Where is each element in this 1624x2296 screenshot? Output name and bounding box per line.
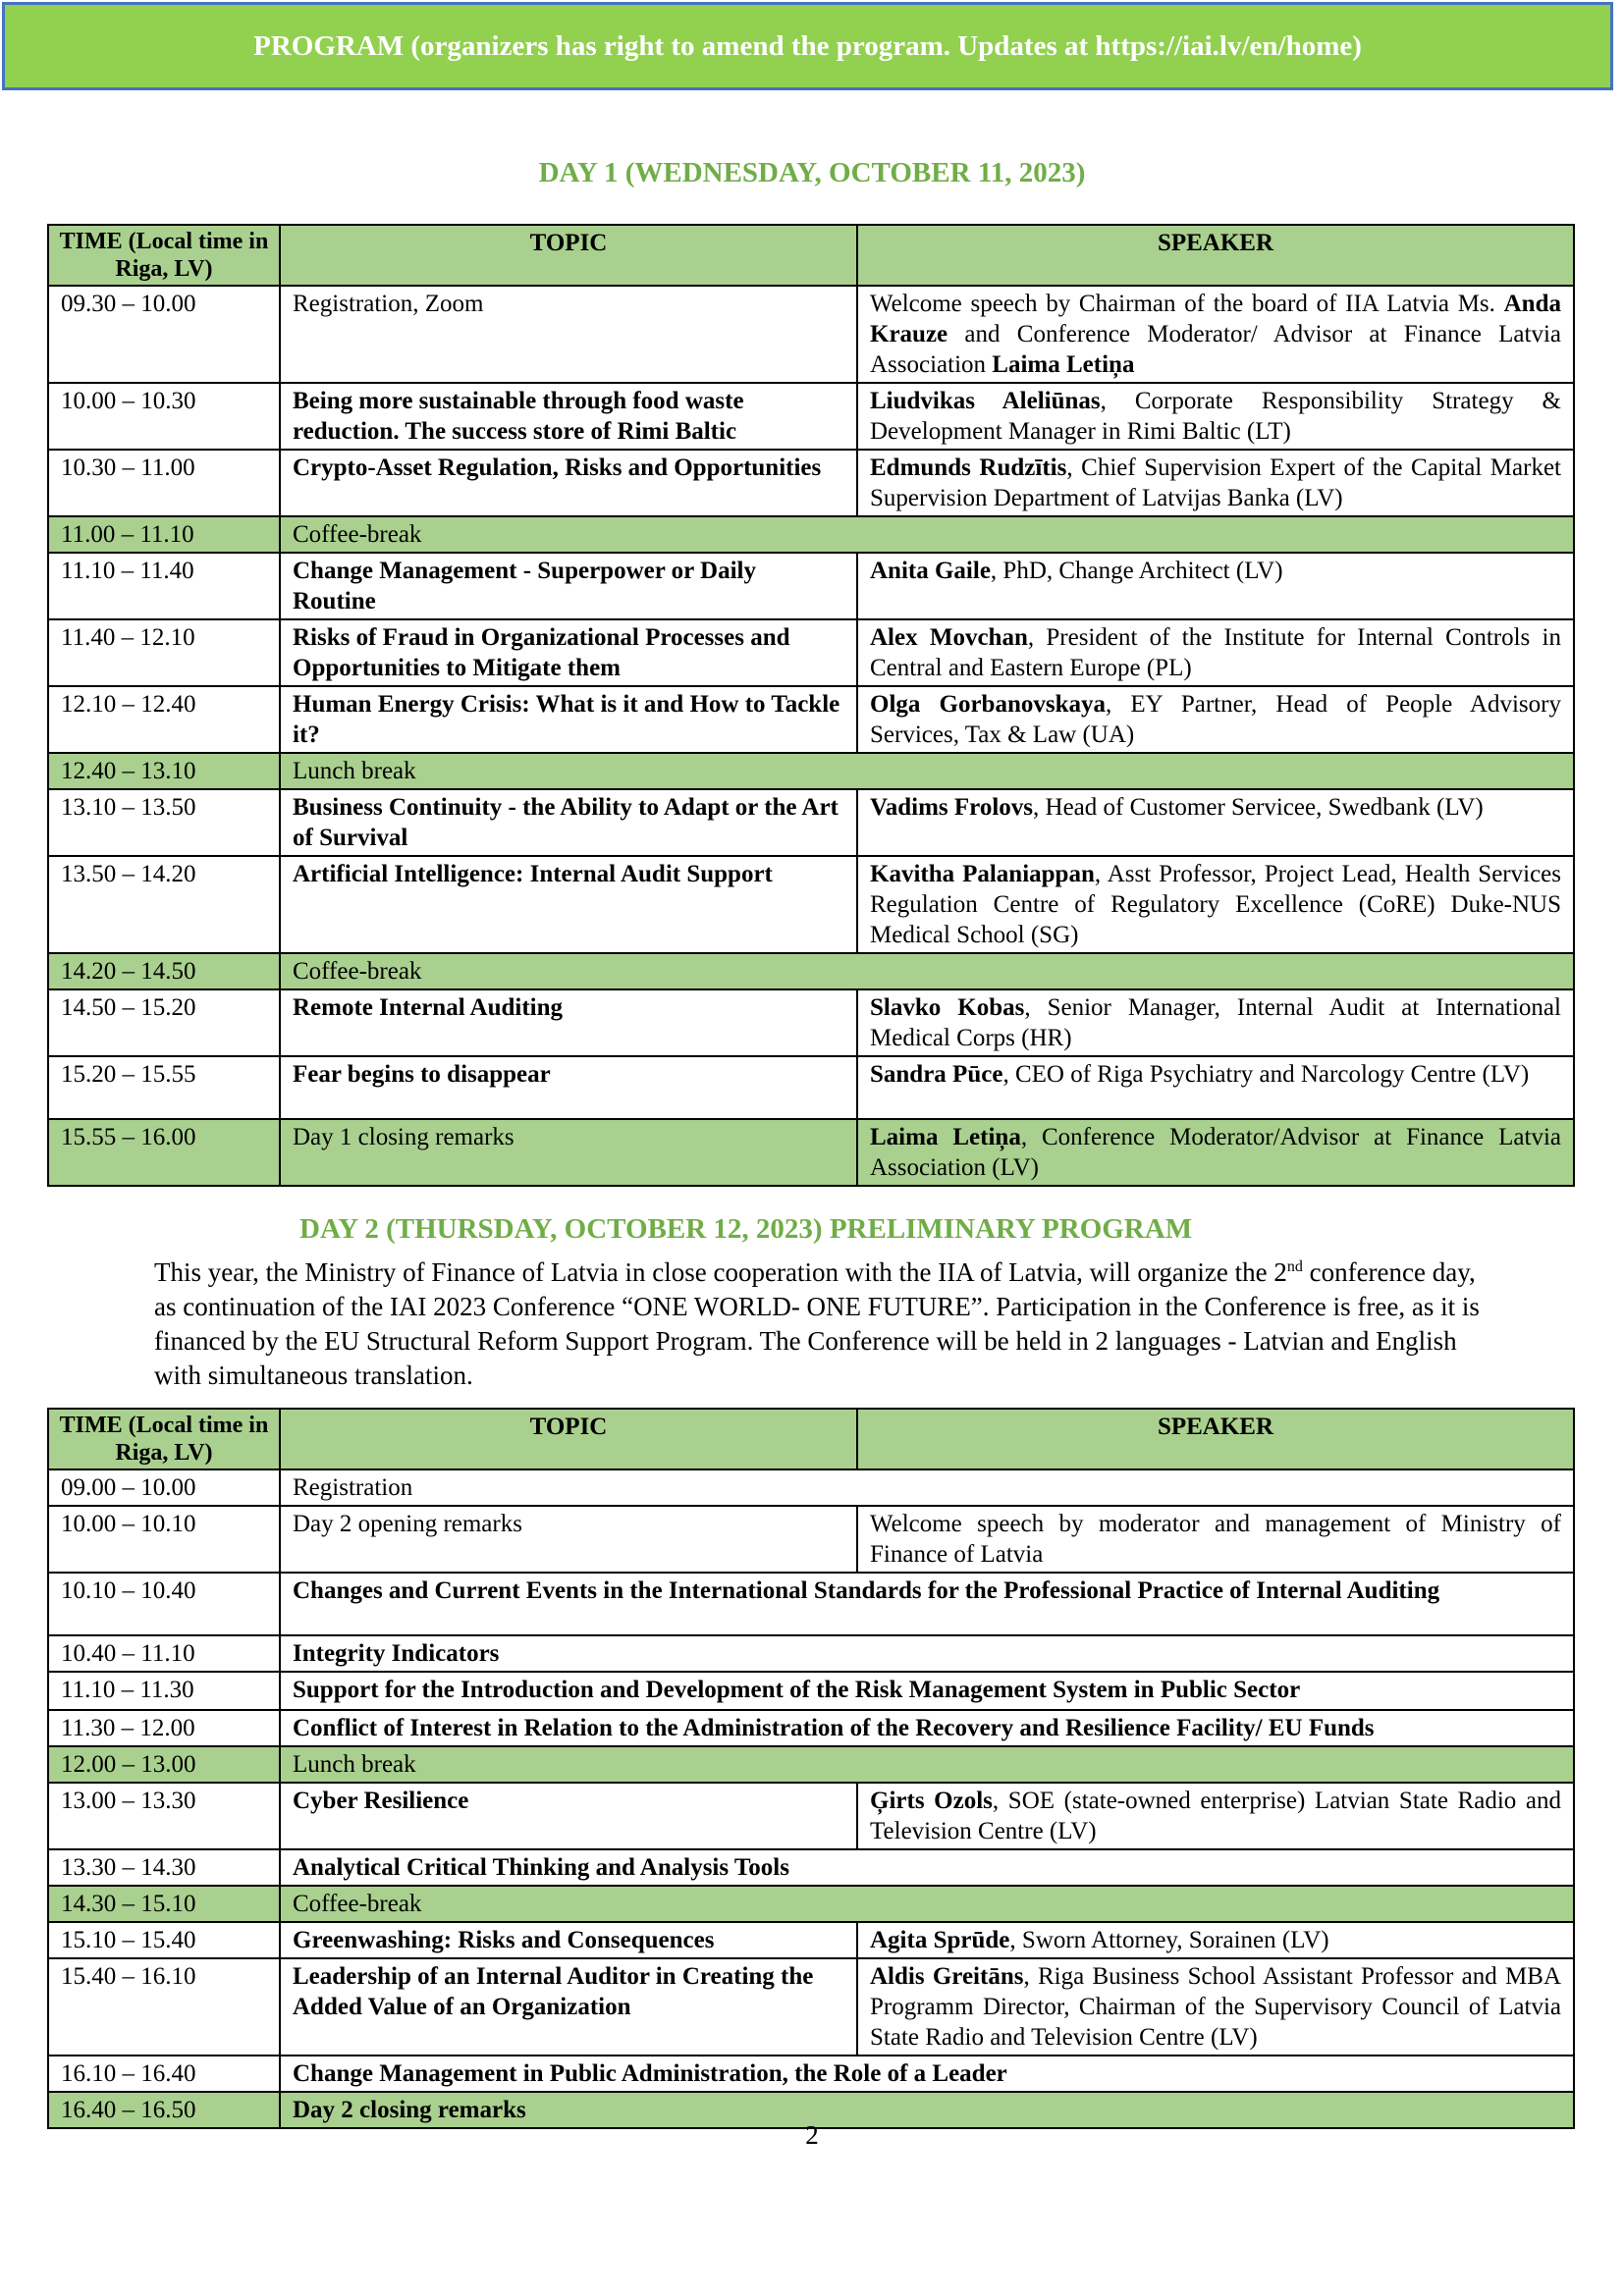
speaker-cell: Welcome speech by moderator and management of Ministry of Finance of Latvia <box>857 1506 1574 1573</box>
topic-cell: Human Energy Crisis: What is it and How to Tackle it? <box>280 686 857 753</box>
speaker-text: , Sworn Attorney, Sorainen (LV) <box>1009 1927 1329 1953</box>
intro-text: This year, the Ministry of Finance of Latvia in close cooperation with the IIA of Latvia, will organize the 2 <box>154 1257 1287 1287</box>
table-row <box>48 516 1574 553</box>
table-row <box>48 1710 1574 1746</box>
table-row <box>48 1469 1574 1506</box>
table-row <box>48 953 1574 989</box>
time-cell: 12.40 – 13.10 <box>48 753 280 789</box>
speaker-cell <box>857 1119 1574 1186</box>
time-cell: 11.40 – 12.10 <box>48 619 280 686</box>
time-cell: 10.00 – 10.10 <box>48 1506 280 1573</box>
speaker-text: , EY Partner, Head of People Advisory Services, Tax & Law (UA) <box>870 691 1561 748</box>
speaker-cell <box>857 686 1574 753</box>
time-cell: 11.10 – 11.30 <box>48 1672 280 1710</box>
time-cell: 14.50 – 15.20 <box>48 989 280 1056</box>
day1-heading: DAY 1 (WEDNESDAY, OCTOBER 11, 2023) <box>538 157 1086 188</box>
table-row <box>48 383 1574 450</box>
table-row <box>48 1922 1574 1958</box>
topic-cell: Change Management in Public Administration, the Role of a Leader <box>280 2056 1574 2092</box>
day2-schedule-table <box>47 1408 1575 2129</box>
topic-cell: Registration <box>280 1469 1574 1506</box>
speaker-name: Anita Gaile <box>870 558 991 584</box>
time-cell: 09.00 – 10.00 <box>48 1469 280 1506</box>
speaker-cell <box>857 619 1574 686</box>
speaker-text: and Conference Moderator/ Advisor at Finance Latvia Association <box>870 321 1561 378</box>
topic-cell: Day 1 closing remarks <box>280 1119 857 1186</box>
table-row <box>48 1849 1574 1886</box>
table-header-row <box>48 225 1574 286</box>
time-cell: 09.30 – 10.00 <box>48 286 280 383</box>
speaker-header: SPEAKER <box>857 1409 1574 1469</box>
speaker-cell <box>857 1958 1574 2056</box>
speaker-name: Anda Krauze <box>870 291 1561 347</box>
table-row <box>48 619 1574 686</box>
table-row <box>48 286 1574 383</box>
table-row <box>48 686 1574 753</box>
time-cell: 13.50 – 14.20 <box>48 856 280 953</box>
topic-cell: Analytical Critical Thinking and Analysis Tools <box>280 1849 1574 1886</box>
speaker-text: , Senior Manager, Internal Audit at International Medical Corps (HR) <box>870 994 1561 1051</box>
day1-schedule-table <box>47 224 1575 1187</box>
topic-cell: Day 2 closing remarks <box>280 2092 1574 2128</box>
speaker-name: Alex Movchan <box>870 624 1028 651</box>
topic-cell: Lunch break <box>280 753 1574 789</box>
speaker-name: Laima Letiņa <box>992 351 1135 378</box>
topic-cell: Cyber Resilience <box>280 1783 857 1849</box>
time-cell: 16.10 – 16.40 <box>48 2056 280 2092</box>
time-cell: 10.30 – 11.00 <box>48 450 280 516</box>
time-cell: 10.00 – 10.30 <box>48 383 280 450</box>
table-row <box>48 1886 1574 1922</box>
speaker-header: SPEAKER <box>857 225 1574 286</box>
table-row <box>48 1119 1574 1186</box>
topic-cell: Greenwashing: Risks and Consequences <box>280 1922 857 1958</box>
time-cell: 14.20 – 14.50 <box>48 953 280 989</box>
page-number: 2 <box>805 2120 819 2150</box>
speaker-cell <box>857 383 1574 450</box>
speaker-cell <box>857 1056 1574 1119</box>
speaker-name: Olga Gorbanovskaya <box>870 691 1106 718</box>
time-cell: 15.55 – 16.00 <box>48 1119 280 1186</box>
time-cell: 10.40 – 11.10 <box>48 1635 280 1672</box>
table-row <box>48 989 1574 1056</box>
topic-cell: Coffee-break <box>280 1886 1574 1922</box>
speaker-cell <box>857 989 1574 1056</box>
table-header-row <box>48 1409 1574 1469</box>
time-cell: 11.00 – 11.10 <box>48 516 280 553</box>
speaker-text: , President of the Institute for Internal Controls in Central and Eastern Europe (PL) <box>870 624 1561 681</box>
speaker-cell <box>857 856 1574 953</box>
topic-cell: Integrity Indicators <box>280 1635 1574 1672</box>
topic-cell: Changes and Current Events in the International Standards for the Professional Practice of Internal Auditing <box>280 1573 1574 1635</box>
table-row <box>48 1506 1574 1573</box>
time-cell: 15.10 – 15.40 <box>48 1922 280 1958</box>
table-row <box>48 1672 1574 1710</box>
topic-header: TOPIC <box>280 1409 857 1469</box>
speaker-name: Laima Letiņa <box>870 1124 1021 1150</box>
speaker-text: , Asst Professor, Project Lead, Health Services Regulation Centre of Regulatory Excellence (CoRE) Duke-NUS Medical School (SG) <box>870 861 1561 948</box>
topic-cell: Day 2 opening remarks <box>280 1506 857 1573</box>
speaker-name: Vadims Frolovs <box>870 794 1034 821</box>
time-cell: 13.00 – 13.30 <box>48 1783 280 1849</box>
table-row <box>48 1746 1574 1783</box>
topic-cell: Coffee-break <box>280 953 1574 989</box>
time-cell: 10.10 – 10.40 <box>48 1573 280 1635</box>
topic-cell: Registration, Zoom <box>280 286 857 383</box>
intro-text: conference day, as continuation of the IAI 2023 Conference “ONE WORLD- ONE FUTURE”. Participation in the Conference is free, as it is financed by the EU Structural Reform Support Program. The Conference will be held in 2 languages - Latvian and English with simultaneous translation. <box>154 1257 1480 1390</box>
speaker-cell <box>857 450 1574 516</box>
speaker-text: , Conference Moderator/Advisor at Finance Latvia Association (LV) <box>870 1124 1561 1181</box>
topic-cell: Lunch break <box>280 1746 1574 1783</box>
speaker-cell <box>857 789 1574 856</box>
program-banner: PROGRAM (organizers has right to amend the program. Updates at https://iai.lv/en/home) <box>2 2 1613 90</box>
table-row <box>48 789 1574 856</box>
speaker-cell <box>857 1922 1574 1958</box>
topic-header: TOPIC <box>280 225 857 286</box>
topic-cell: Risks of Fraud in Organizational Processes and Opportunities to Mitigate them <box>280 619 857 686</box>
topic-cell: Crypto-Asset Regulation, Risks and Opportunities <box>280 450 857 516</box>
speaker-name: Edmunds Rudzītis <box>870 454 1067 481</box>
table-row <box>48 553 1574 619</box>
table-row <box>48 1573 1574 1635</box>
day2-intro-paragraph <box>154 1250 1480 1393</box>
time-cell: 12.00 – 13.00 <box>48 1746 280 1783</box>
speaker-cell <box>857 1783 1574 1849</box>
speaker-name: Aldis Greitāns <box>870 1963 1024 1990</box>
speaker-text: , CEO of Riga Psychiatry and Narcology Centre (LV) <box>1002 1061 1530 1088</box>
time-cell: 13.30 – 14.30 <box>48 1849 280 1886</box>
speaker-text: Welcome speech by Chairman of the board of IIA Latvia Ms. <box>870 291 1504 317</box>
speaker-cell <box>857 286 1574 383</box>
topic-cell: Remote Internal Auditing <box>280 989 857 1056</box>
table-row <box>48 1056 1574 1119</box>
topic-cell: Business Continuity - the Ability to Adapt or the Art of Survival <box>280 789 857 856</box>
topic-cell: Conflict of Interest in Relation to the Administration of the Recovery and Resilience Facility/ EU Funds <box>280 1710 1574 1746</box>
time-header: TIME (Local time in Riga, LV) <box>48 225 280 286</box>
speaker-text: , SOE (state-owned enterprise) Latvian State Radio and Television Centre (LV) <box>870 1788 1561 1844</box>
speaker-cell <box>857 553 1574 619</box>
speaker-text: , PhD, Change Architect (LV) <box>990 558 1283 584</box>
topic-cell: Being more sustainable through food waste reduction. The success store of Rimi Baltic <box>280 383 857 450</box>
day2-heading-text: DAY 2 (THURSDAY, OCTOBER 12, 2023) PRELIMINARY PROGRAM <box>299 1213 1193 1245</box>
time-cell: 11.30 – 12.00 <box>48 1710 280 1746</box>
speaker-name: Agita Sprūde <box>870 1927 1010 1953</box>
topic-cell: Artificial Intelligence: Internal Audit Support <box>280 856 857 953</box>
time-cell: 11.10 – 11.40 <box>48 553 280 619</box>
time-cell: 15.40 – 16.10 <box>48 1958 280 2056</box>
speaker-name: Slavko Kobas <box>870 994 1025 1021</box>
speaker-text: , Chief Supervision Expert of the Capital Market Supervision Department of Latvijas Banka (LV) <box>870 454 1562 511</box>
table-row <box>48 450 1574 516</box>
table-row <box>48 753 1574 789</box>
speaker-name: Ģirts Ozols <box>870 1788 993 1814</box>
topic-cell: Change Management - Superpower or Daily Routine <box>280 553 857 619</box>
time-cell: 12.10 – 12.40 <box>48 686 280 753</box>
speaker-text: , Corporate Responsibility Strategy & Development Manager in Rimi Baltic (LT) <box>870 388 1561 445</box>
intro-superscript: nd <box>1286 1258 1303 1275</box>
speaker-text: , Head of Customer Servicee, Swedbank (LV) <box>1033 794 1484 821</box>
speaker-name: Liudvikas Aleliūnas <box>870 388 1101 414</box>
topic-cell: Support for the Introduction and Development of the Risk Management System in Public Sector <box>280 1672 1574 1710</box>
topic-cell: Coffee-break <box>280 516 1574 553</box>
table-row <box>48 1635 1574 1672</box>
table-row <box>48 2056 1574 2092</box>
table-row <box>48 1783 1574 1849</box>
time-header: TIME (Local time in Riga, LV) <box>48 1409 280 1469</box>
table-row <box>48 1958 1574 2056</box>
speaker-name: Sandra Pūce <box>870 1061 1003 1088</box>
table-row <box>48 856 1574 953</box>
time-cell: 14.30 – 15.10 <box>48 1886 280 1922</box>
speaker-text: , Riga Business School Assistant Professor and MBA Programm Director, Chairman of the Supervisory Council of Latvia State Radio and Television Centre (LV) <box>870 1963 1561 2051</box>
time-cell: 13.10 – 13.50 <box>48 789 280 856</box>
topic-cell: Fear begins to disappear <box>280 1056 857 1119</box>
time-cell: 15.20 – 15.55 <box>48 1056 280 1119</box>
topic-cell: Leadership of an Internal Auditor in Creating the Added Value of an Organization <box>280 1958 857 2056</box>
time-cell: 16.40 – 16.50 <box>48 2092 280 2128</box>
speaker-name: Kavitha Palaniappan <box>870 861 1095 887</box>
